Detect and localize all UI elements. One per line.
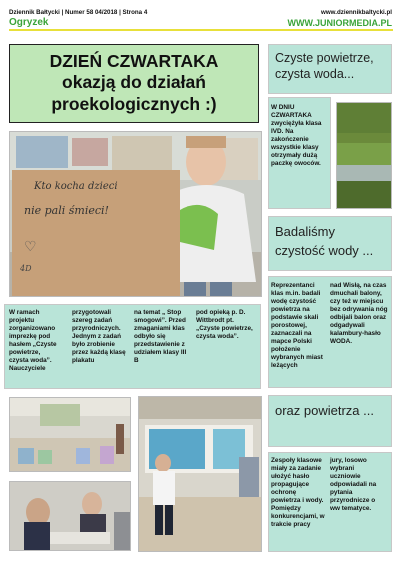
side-text-water-col-2: nad Wisłą, na czas dmuchali balony, czy też w miejscu bez odrywania nóg odbijali balon oraz odgadywali kalambury-hasło WODA. <box>330 282 388 345</box>
headline-box <box>9 44 259 123</box>
side-text-water-col-1: Reprezentanci klas m.in. badali wodę czystość powietrza na podstawie skali porostowej, zaznaczali na mapce Polski położenie wybranych miast leżących <box>271 282 323 369</box>
header-rule <box>9 29 393 31</box>
site-name[interactable]: WWW.JUNIORMEDIA.PL <box>287 18 392 28</box>
main-text-col-3: na temat „ Stop smogowi”. Przed zmaganiami klas odbyło się przedstawienie z udziałem klasy III B <box>134 309 187 364</box>
side-title-air: oraz powietrza ... <box>268 395 392 447</box>
photo-gym-boxes <box>9 397 131 472</box>
headline-line-3: proekologicznych :) <box>51 94 217 114</box>
side-text-air-col-1: Zespoły klasowe miały za zadanie ułożyć hasło propagujące ochronę powietrza i wody. Pomiędzy konkurencjami, w trakcie pracy <box>271 457 325 528</box>
main-photo <box>9 131 262 297</box>
headline-line-2: okazją do działań <box>62 72 206 92</box>
photo-gym-boxes-illustration <box>10 398 131 472</box>
side-title-clean-air: Czyste powietrze, czysta woda... <box>268 44 392 94</box>
poster-slogan-1: Kto kocha dzieci <box>34 181 118 192</box>
photo-river <box>336 102 392 209</box>
poster-class-label: 4D <box>20 264 32 273</box>
main-text-col-2: przygotowali szereg zadań przyrodniczych. Jednym z zadań było zrobienie przez każdą klasę plakatu <box>72 309 126 364</box>
main-text-col-1: W ramach projektu zorganizowano imprezkę pod hasłem „Czyste powietrze, czysta woda”. Nauczyciele <box>9 309 57 372</box>
masthead-url[interactable]: www.dziennikbaltycki.pl <box>321 9 392 16</box>
masthead-left: Dziennik Bałtycki | Numer 58 04/2018 | Strona 4 <box>9 9 148 16</box>
photo-girls-table-illustration <box>10 482 131 551</box>
headline-line-1: DZIEŃ CZWARTAKA <box>49 51 219 71</box>
side-title-water: Badaliśmy czystość wody ... <box>268 216 392 271</box>
section-name: Ogryzek <box>9 17 49 28</box>
photo-girls-table <box>9 481 131 551</box>
side-text-air-col-2: jury, losowo wybrani uczniowie odpowiadali na pytania przyrodnicze o ww tematyce. <box>330 457 377 512</box>
poster-slogan-2: nie pali śmieci! <box>24 204 109 217</box>
photo-poster-display <box>138 396 262 552</box>
heart-icon: ♡ <box>24 238 37 254</box>
photo-river-illustration <box>337 103 392 209</box>
main-text-col-4: pod opieką p. D. Wittbrodt pt. „Czyste powietrze, czysta woda”. <box>196 309 253 340</box>
side-text-winner: W DNIU CZWARTAKA zwyciężyła klasa IVD. Na zakończenie wszystkie klasy otrzymały dużą paczkę owoców. <box>271 104 322 167</box>
photo-poster-display-illustration <box>139 397 262 552</box>
